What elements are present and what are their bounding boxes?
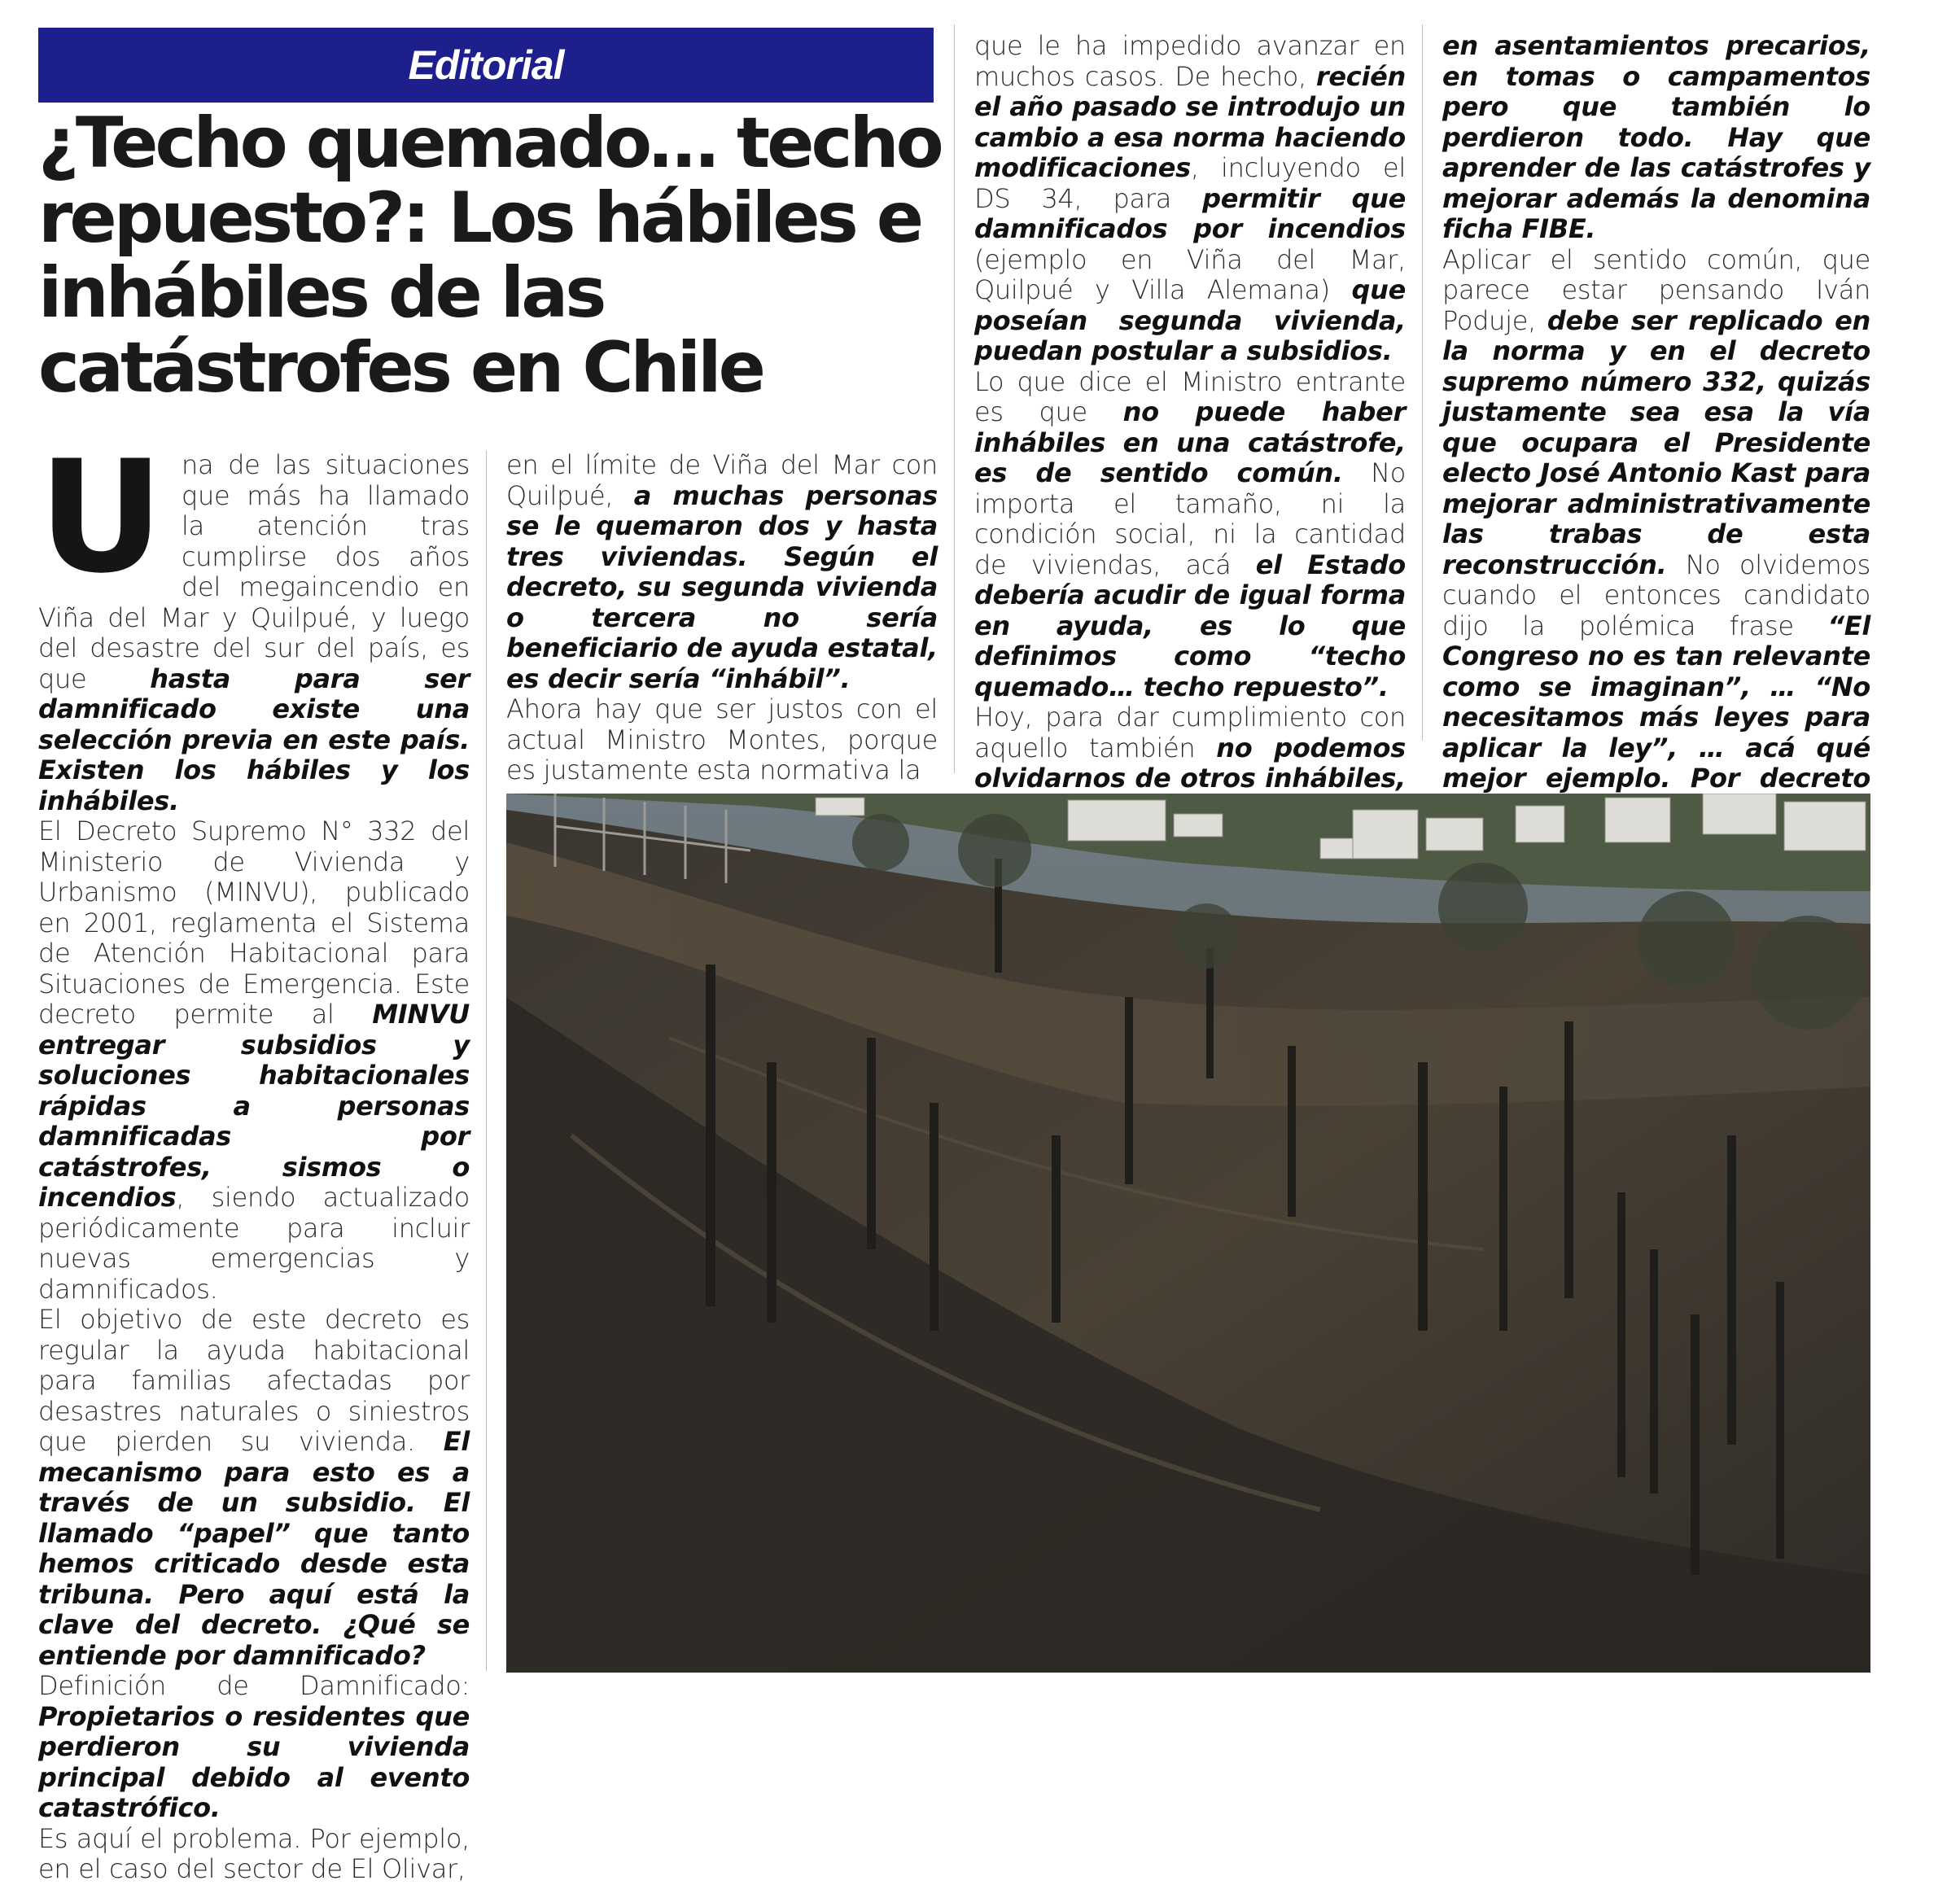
paragraph: Aplicar el sentido común, que parece estar pensando Iván Poduje, debe ser replicado en la norma y en el decreto supremo número 332, quizás justamente sea esa la vía que ocupara el Presidente electo José Antonio Kast para mejorar administrativamente las trabas de esta reconstrucción. No olvidemos cuando el entonces candidato dijo la polémica frase “El Congreso no es tan relevante como se imaginan”, … “No necesitamos más leyes para aplicar la ley”, … acá qué mejor ejemplo. Por decreto <box>1442 243 1870 794</box>
headline: ¿Techo quemado… techo repuesto?: Los hábiles e inhábiles de las catástrofes en Chile <box>38 103 941 409</box>
paragraph: Ahora hay que ser justos con el actual Ministro Montes, porque es justamente esta normativa la <box>506 693 938 785</box>
article-column-1 <box>38 427 470 1885</box>
paragraph: Lo que dice el Ministro entrante es que no puede haber inhábiles en una catástrofe, es de sentido común. No importa el tamaño, ni la condición social, ni la cantidad de viviendas, acá el Estado debería acudir de igual forma en ayuda, es lo que definimos como “techo quemado… techo repuesto”. <box>974 365 1406 702</box>
section-banner <box>38 28 934 103</box>
burned-hillside-photo <box>506 794 1870 1673</box>
column-rule <box>486 450 487 1671</box>
column-rule <box>1422 24 1423 741</box>
paragraph: en el límite de Viña del Mar con Quilpué, a muchas personas se le quemaron dos y hasta tres viviendas. Según el decreto, su segunda vivienda o tercera no sería beneficiario de ayuda estatal, es decir sería “inhábil”. <box>506 449 938 694</box>
article-column-2 <box>506 450 938 786</box>
paragraph: El objetivo de este decreto es regular la ayuda habitacional para familias afectadas por desastres naturales o siniestros que pierden su vivienda. El mecanismo para esto es a través de un subsidio. El llamado “papel” que tanto hemos criticado desde esta tribuna. Pero aquí está la clave del decreto. ¿Qué se entiende por damnificado? <box>38 1304 470 1671</box>
paragraph: El Decreto Supremo N° 332 del Ministerio de Vivienda y Urbanismo (MINVU), publicado en 2001, reglamenta el Sistema de Atención Habitacional para Situaciones de Emergencia. Este decreto permite al MINVU entregar subsidios y soluciones habitacionales rápidas a personas damnificadas por catástrofes, sismos o incendios, siendo actualizado periódicamente para incluir nuevas emergencias y damnificados. <box>38 816 470 1305</box>
paragraph: Definición de Damnificado: Propietarios o residentes que perdieron su vivienda principal debido al evento catastrófico. <box>38 1670 470 1823</box>
article-column-3 <box>974 31 1406 855</box>
paragraph: que le ha impedido avanzar en muchos casos. De hecho, recién el año pasado se introdujo un cambio a esa norma haciendo modificaciones, incluyendo el DS 34, para permitir que damnificados por incendios (ejemplo en Viña del Mar, Quilpué y Villa Alemana) que poseían segunda vivienda, puedan postular a subsidios. <box>974 30 1406 366</box>
paragraph: en asentamientos precarios, en tomas o campamentos pero que también lo perdieron todo. Hay que aprender de las catástrofes y mejorar además la denomina ficha FIBE. <box>1442 30 1870 244</box>
paragraph: Una de las situaciones que más ha llamado la atención tras cumplirse dos años del megaincendio en Viña del Mar y Quilpué, y luego del desastre del sur del país, es que hasta para ser damnificado existe una selección previa en este país. Existen los hábiles y los inhábiles. <box>38 427 470 816</box>
article-column-4 <box>1442 31 1870 824</box>
section-label: Editorial <box>408 42 564 88</box>
column-rule <box>954 24 955 773</box>
paragraph: Hoy, para dar cumplimiento con aquello también no podemos olvidarnos de otros inhábiles, <box>974 702 1406 794</box>
paragraph: Es aquí el problema. Por ejemplo, en el caso del sector de El Olivar, <box>38 1822 470 1884</box>
drop-cap: U <box>38 427 164 607</box>
